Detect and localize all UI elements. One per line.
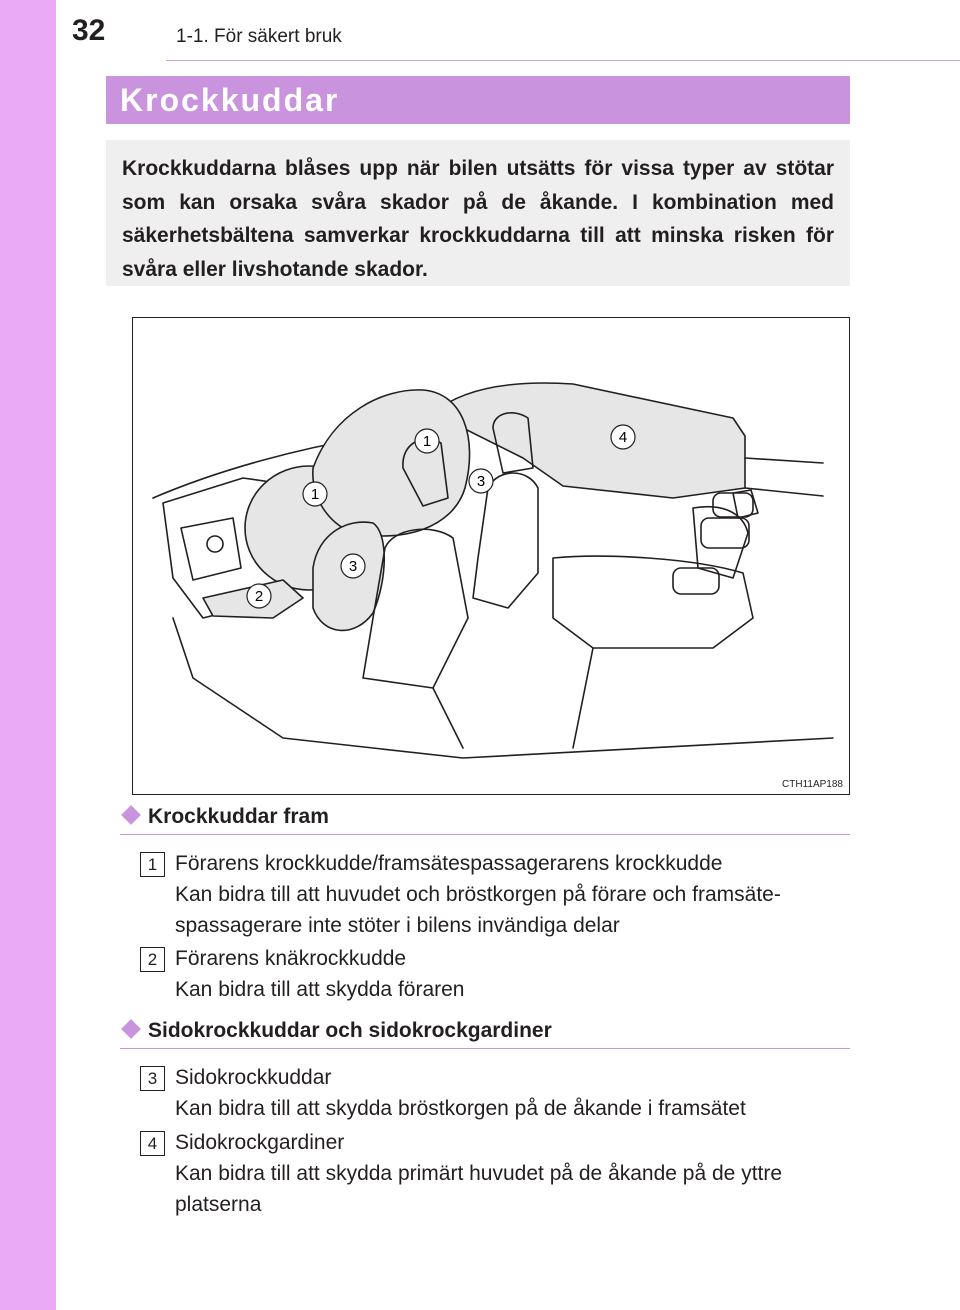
item-title: Sidokrockgardiner [175,1131,345,1154]
item-text [175,1127,855,1220]
item-number: 3 [140,1066,165,1091]
intro-text: Krockkuddarna blåses upp när bilen utsätts för vissa typer av stötar som kan orsaka svåra skador på de åkande. I kombination med säkerhetsbältena samverkar krockkuddarna till att minska risken för svåra eller livshotande skador. [122,157,834,281]
item-description: Kan bidra till att huvudet och bröstkorgen på förare och framsäte-spassagerare inte stöter i bilens invändiga delar [175,883,781,937]
section-heading-text: Sidokrockkuddar och sidokrockgardiner [148,1019,552,1042]
callout-4-curtain [611,425,635,449]
item-title: Förarens krockkudde/framsätespassagerarens krockkudde [175,852,723,875]
intro-box [106,140,850,286]
svg-text:1: 1 [310,486,320,503]
item-description: Kan bidra till att skydda bröstkorgen på de åkande i framsätet [175,1097,746,1120]
item-number: 1 [140,852,165,877]
page-number: 32 [72,14,106,47]
svg-text:3: 3 [476,473,486,490]
section-heading [120,802,850,832]
diamond-icon [121,1019,141,1039]
diamond-icon [121,805,141,825]
section-front-airbags [120,802,850,835]
svg-text:3: 3 [348,558,358,575]
item-title: Förarens knäkrockkudde [175,947,407,970]
item-number: 4 [140,1131,165,1156]
car-interior-drawing [133,318,849,794]
section-title: Krockkuddar [120,82,340,118]
chapter-title: 1-1. För säkert bruk [176,26,342,47]
item-number: 2 [140,947,165,972]
item-description: Kan bidra till att skydda föraren [175,978,465,1001]
callout-1-passenger [415,429,439,453]
svg-text:4: 4 [618,429,628,446]
section-heading [120,1016,850,1046]
callout-3-front [341,554,365,578]
section-heading-text: Krockkuddar fram [148,805,329,828]
section-divider [120,1048,850,1049]
item-text [175,1062,855,1124]
item-title: Sidokrockkuddar [175,1066,332,1089]
item-text [175,848,855,941]
svg-text:1: 1 [422,433,432,450]
callout-3-rear [469,469,493,493]
figure-code: CTH11AP188 [782,779,843,790]
airbag-illustration [132,317,850,795]
callout-2-knee [247,584,271,608]
item-text [175,943,855,1005]
svg-text:2: 2 [254,588,264,605]
callout-1-driver [303,482,327,506]
section-divider [120,834,850,835]
header-divider [166,60,960,61]
section-side-airbags [120,1016,850,1049]
section-title-box [106,76,850,124]
item-description: Kan bidra till att skydda primärt huvudet på de åkande på de yttre platserna [175,1162,783,1216]
page-side-bar [0,0,56,1310]
